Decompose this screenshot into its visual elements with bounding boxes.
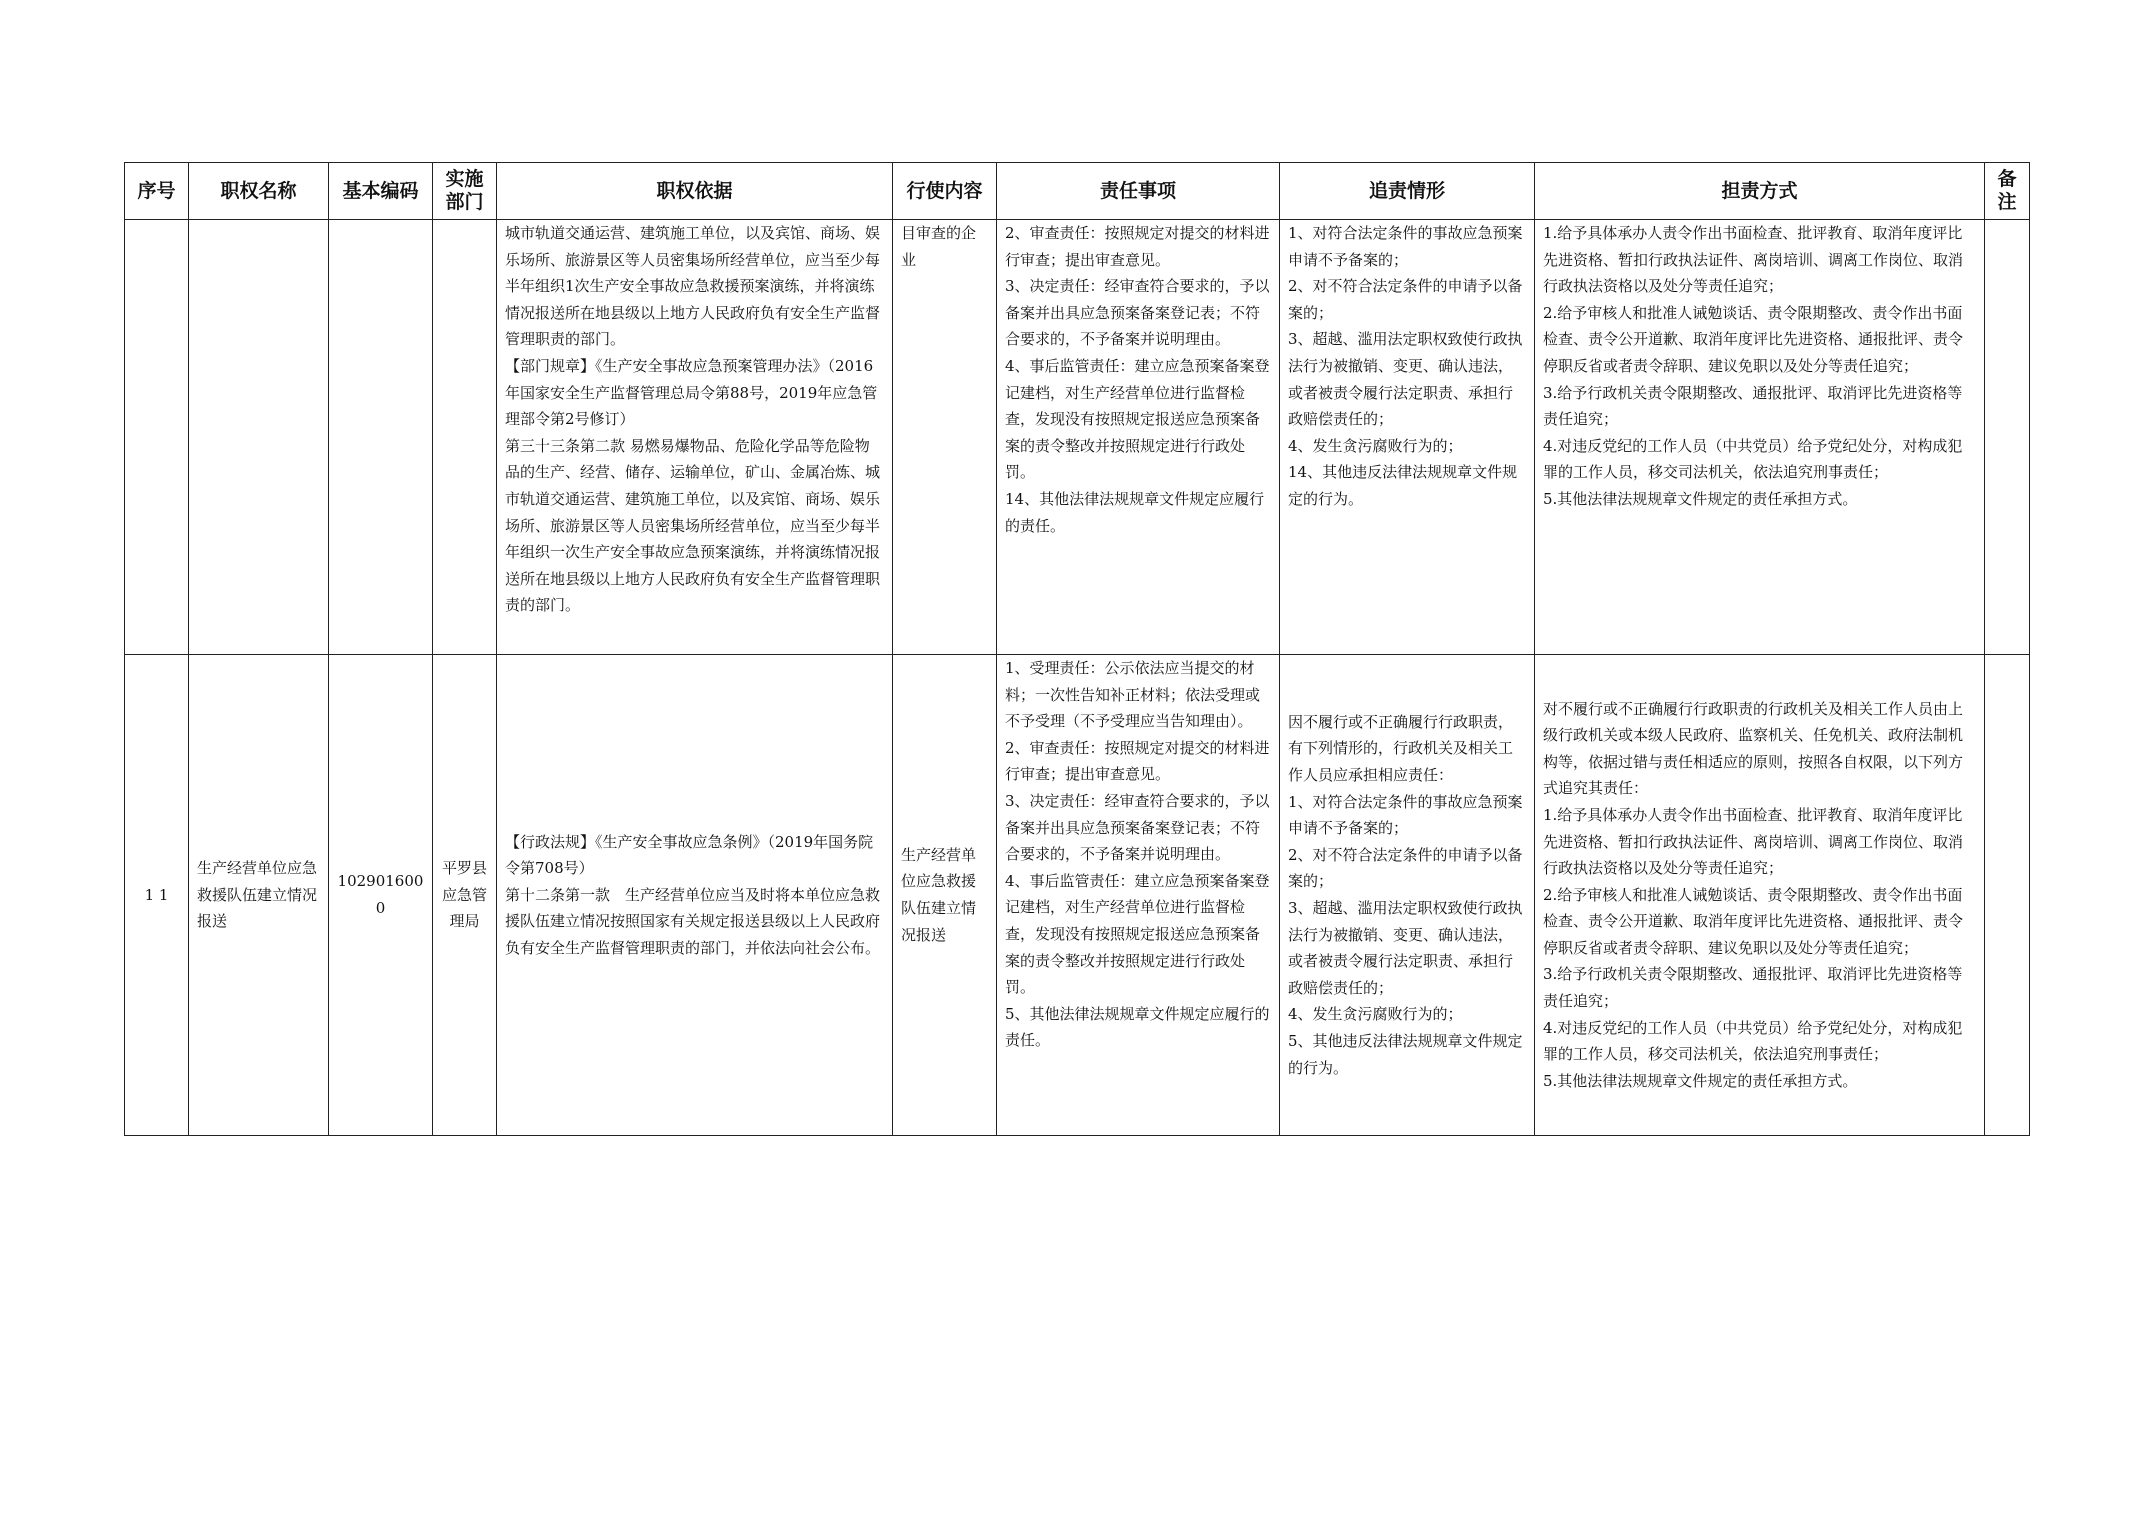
header-name: 职权名称 [189, 163, 329, 220]
header-code: 基本编码 [329, 163, 433, 220]
cell-content: 生产经营单位应急救援队伍建立情况报送 [893, 655, 997, 1136]
cell-basis: 城市轨道交通运营、建筑施工单位，以及宾馆、商场、娱乐场所、旅游景区等人员密集场所经营单位，应当至少每半年组织1次生产安全事故应急救援预案演练，并将演练情况报送所在地县级以上地方人民政府负有安全生产监督管理职责的部门。 【部门规章】《生产安全事故应急预案管理办法》（2016年国家安全生产监督管理总局令第88号，2019年应急管理部令第2号修订） 第三十三条第二款 易燃易爆物品、危险化学品等危险物品的生产、经营、储存、运输单位，矿山、金属冶炼、城市轨道交通运营、建筑施工单位，以及宾馆、商场、娱乐场所、旅游景区等人员密集场所经营单位，应当至少每半年组织一次生产安全事故应急预案演练，并将演练情况报送所在地县级以上地方人民政府负有安全生产监督管理职责的部门。 [497, 220, 893, 655]
cell-resp: 1、受理责任：公示依法应当提交的材料；一次性告知补正材料；依法受理或不予受理（不予受理应当告知理由）。 2、审查责任：按照规定对提交的材料进行审查；提出审查意见。 3、决定责任：经审查符合要求的，予以备案并出具应急预案备案登记表；不符合要求的，不予备案并说明理由。 4、事后监管责任：建立应急预案备案登记建档，对生产经营单位进行监督检查，发现没有按照规定报送应急预案备案的责令整改并按照规定进行行政处罚。 5、其他法律法规规章文件规定应履行的责任。 [997, 655, 1280, 1136]
cell-note [1985, 220, 2030, 655]
cell-seq: 1 1 [125, 655, 189, 1136]
header-content: 行使内容 [893, 163, 997, 220]
cell-seq [125, 220, 189, 655]
header-seq: 序号 [125, 163, 189, 220]
cell-account: 因不履行或不正确履行行政职责，有下列情形的，行政机关及相关工作人员应承担相应责任： 1、对符合法定条件的事故应急预案申请不予备案的； 2、对不符合法定条件的申请予以备案的； 3、超越、滥用法定职权致使行政执法行为被撤销、变更、确认违法，或者被责令履行法定职责、承担行政赔偿责任的； 4、发生贪污腐败行为的； 5、其他违反法律法规规章文件规定的行为。 [1280, 655, 1535, 1136]
table-row [125, 655, 2030, 1136]
cell-dept [433, 220, 497, 655]
cell-name [189, 220, 329, 655]
header-basis: 职权依据 [497, 163, 893, 220]
header-row [125, 163, 2030, 220]
cell-content: 目审查的企业 [893, 220, 997, 655]
header-method: 担责方式 [1535, 163, 1985, 220]
cell-code: 1029016000 [329, 655, 433, 1136]
cell-basis: 【行政法规】《生产安全事故应急条例》（2019年国务院令第708号） 第十二条第一款 生产经营单位应当及时将本单位应急救援队伍建立情况按照国家有关规定报送县级以上人民政府负有安全生产监督管理职责的部门，并依法向社会公布。 [497, 655, 893, 1136]
cell-code [329, 220, 433, 655]
cell-method: 对不履行或不正确履行行政职责的行政机关及相关工作人员由上级行政机关或本级人民政府、监察机关、任免机关、政府法制机构等，依据过错与责任相适应的原则，按照各自权限，以下列方式追究其责任： 1.给予具体承办人责令作出书面检查、批评教育、取消年度评比先进资格、暂扣行政执法证件、离岗培训、调离工作岗位、取消行政执法资格以及处分等责任追究； 2.给予审核人和批准人诫勉谈话、责令限期整改、责令作出书面检查、责令公开道歉、取消年度评比先进资格、通报批评、责令停职反省或者责令辞职、建议免职以及处分等责任追究； 3.给予行政机关责令限期整改、通报批评、取消评比先进资格等责任追究； 4.对违反党纪的工作人员（中共党员）给予党纪处分，对构成犯罪的工作人员，移交司法机关，依法追究刑事责任； 5.其他法律法规规章文件规定的责任承担方式。 [1535, 655, 1985, 1136]
header-dept: 实施 部门 [433, 163, 497, 220]
header-resp: 责任事项 [997, 163, 1280, 220]
table-row [125, 220, 2030, 655]
cell-note [1985, 655, 2030, 1136]
duty-list-table [124, 162, 2030, 1136]
cell-method: 1.给予具体承办人责令作出书面检查、批评教育、取消年度评比先进资格、暂扣行政执法证件、离岗培训、调离工作岗位、取消行政执法资格以及处分等责任追究； 2.给予审核人和批准人诫勉谈话、责令限期整改、责令作出书面检查、责令公开道歉、取消年度评比先进资格、通报批评、责令停职反省或者责令辞职、建议免职以及处分等责任追究； 3.给予行政机关责令限期整改、通报批评、取消评比先进资格等责任追究； 4.对违反党纪的工作人员（中共党员）给予党纪处分，对构成犯罪的工作人员，移交司法机关，依法追究刑事责任； 5.其他法律法规规章文件规定的责任承担方式。 [1535, 220, 1985, 655]
cell-account: 1、对符合法定条件的事故应急预案申请不予备案的； 2、对不符合法定条件的申请予以备案的； 3、超越、滥用法定职权致使行政执法行为被撤销、变更、确认违法，或者被责令履行法定职责、承担行政赔偿责任的； 4、发生贪污腐败行为的； 14、其他违反法律法规规章文件规定的行为。 [1280, 220, 1535, 655]
cell-dept: 平罗县应急管理局 [433, 655, 497, 1136]
header-note: 备 注 [1985, 163, 2030, 220]
cell-name: 生产经营单位应急救援队伍建立情况报送 [189, 655, 329, 1136]
header-account: 追责情形 [1280, 163, 1535, 220]
cell-resp: 2、审查责任：按照规定对提交的材料进行审查；提出审查意见。 3、决定责任：经审查符合要求的，予以备案并出具应急预案备案登记表；不符合要求的，不予备案并说明理由。 4、事后监管责任：建立应急预案备案登记建档，对生产经营单位进行监督检查，发现没有按照规定报送应急预案备案的责令整改并按照规定进行行政处罚。 14、其他法律法规规章文件规定应履行的责任。 [997, 220, 1280, 655]
